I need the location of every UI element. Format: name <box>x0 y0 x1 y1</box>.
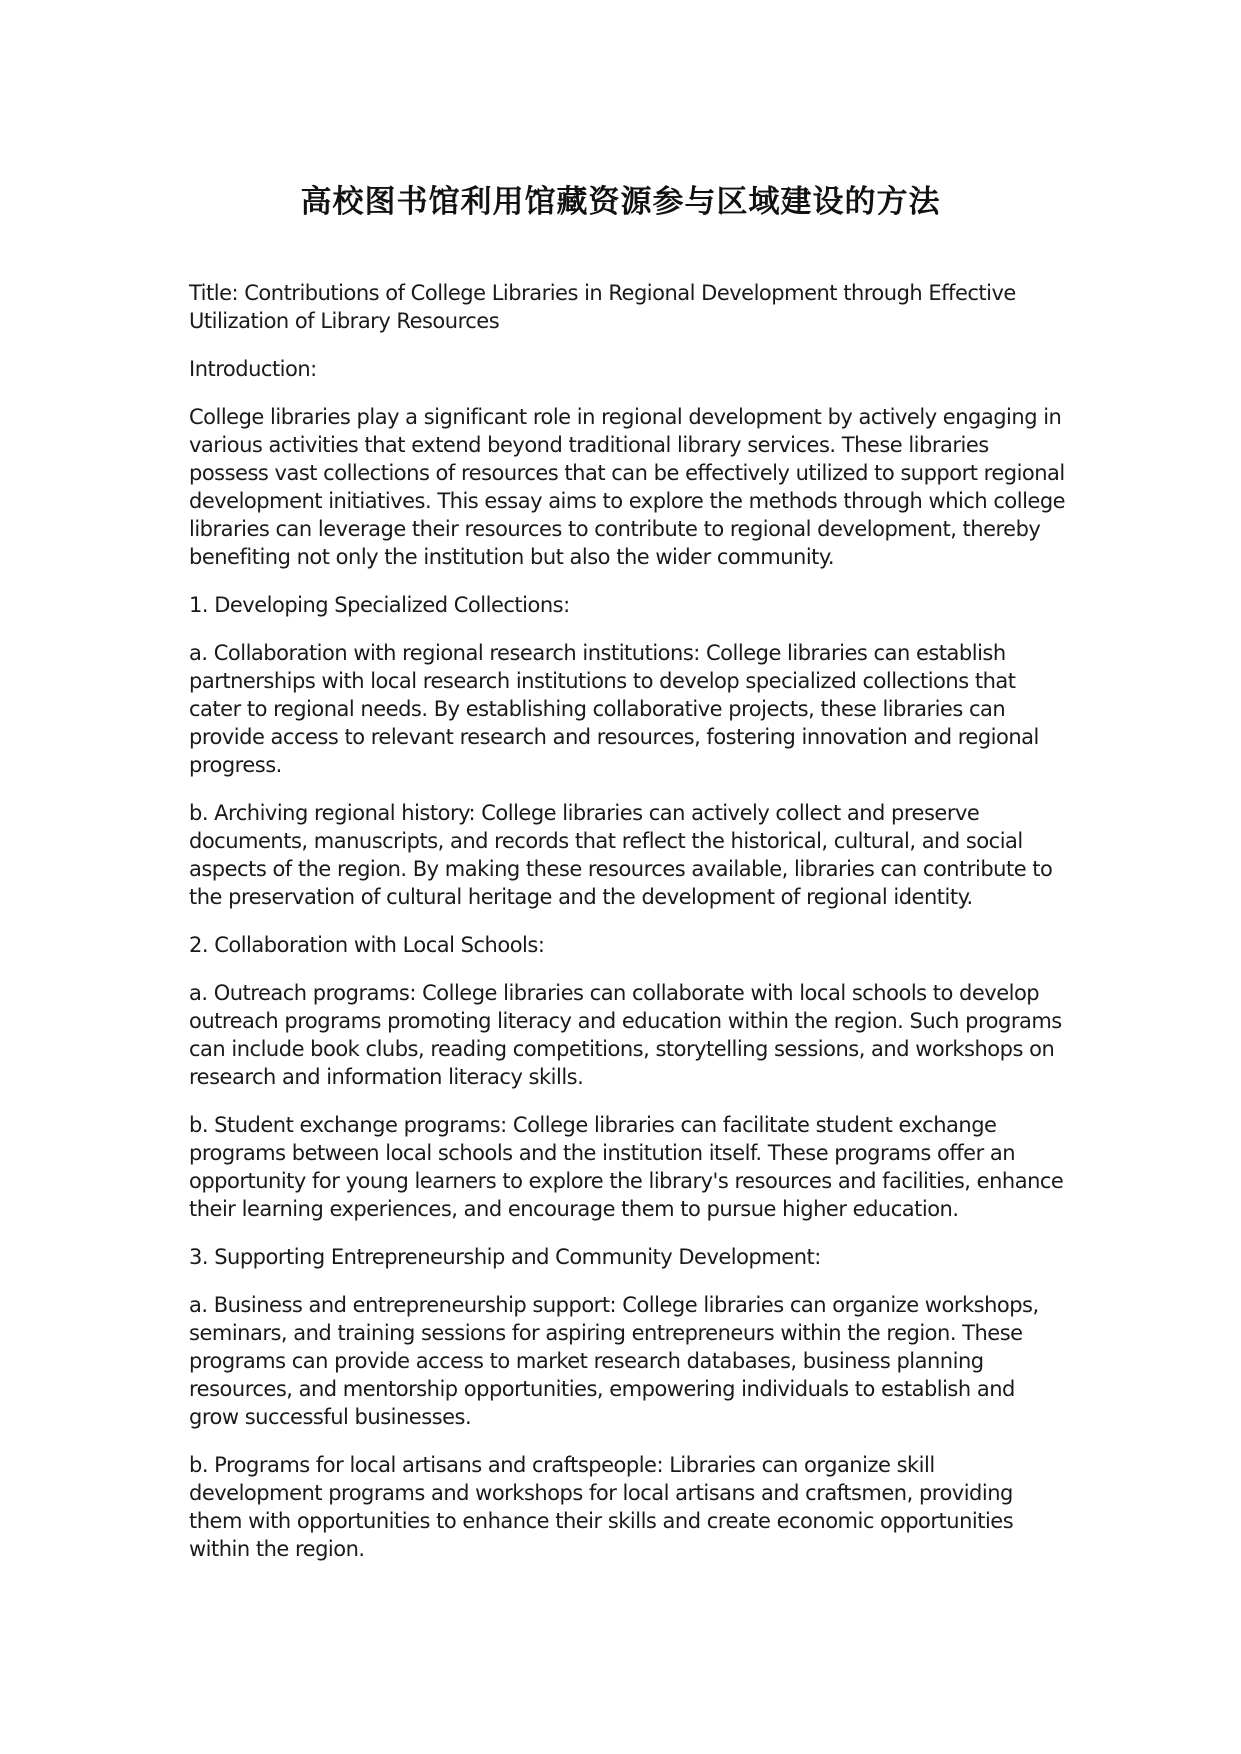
paragraph-introduction: College libraries play a significant role in regional development by actively engaging in various activities that extend beyond traditional library services. These libraries possess vast collections of resources that can be effectively utilized to support regional development initiatives. This essay aims to explore the methods through which college libraries can leverage their resources to contribute to regional development, thereby benefiting not only the institution but also the wider community. <box>189 405 1066 569</box>
section-heading-1: 1. Developing Specialized Collections: <box>189 593 570 617</box>
paragraph-3b: b. Programs for local artisans and craftspeople: Libraries can organize skill development programs and workshops for local artisans and craftsmen, providing them with opportunities to enhance their skills and create economic opportunities within the region. <box>189 1453 1014 1561</box>
section-heading-2: 2. Collaboration with Local Schools: <box>189 933 545 957</box>
paragraph-3a: a. Business and entrepreneurship support: College libraries can organize workshops, seminars, and training sessions for aspiring entrepreneurs within the region. These programs can provide access to market research databases, business planning resources, and mentorship opportunities, empowering individuals to establish and grow successful businesses. <box>189 1293 1039 1429</box>
paragraph-2a: a. Outreach programs: College libraries can collaborate with local schools to develop outreach programs promoting literacy and education within the region. Such programs can include book clubs, reading competitions, storytelling sessions, and workshops on research and information literacy skills. <box>189 981 1062 1089</box>
document-title: 高校图书馆利用馆藏资源参与区域建设的方法 <box>300 184 941 220</box>
section-heading-3: 3. Supporting Entrepreneurship and Community Development: <box>189 1245 821 1269</box>
paragraph-1a: a. Collaboration with regional research institutions: College libraries can establish partnerships with local research institutions to develop specialized collections that cater to regional needs. By establishing collaborative projects, these libraries can provide access to relevant research and resources, fostering innovation and regional progress. <box>189 641 1039 777</box>
section-heading-introduction: Introduction: <box>189 357 317 381</box>
paragraph-2b: b. Student exchange programs: College libraries can facilitate student exchange programs between local schools and the institution itself. These programs offer an opportunity for young learners to explore the library's resources and facilities, enhance their learning experiences, and encourage them to pursue higher education. <box>189 1113 1064 1221</box>
paragraph-1b: b. Archiving regional history: College libraries can actively collect and preserve documents, manuscripts, and records that reflect the historical, cultural, and social aspects of the region. By making these resources available, libraries can contribute to the preservation of cultural heritage and the development of regional identity. <box>189 801 1053 909</box>
essay-title-line: Title: Contributions of College Libraries in Regional Development through Effective Utilization of Library Resources <box>189 281 1016 333</box>
document-body <box>189 279 1069 1583</box>
